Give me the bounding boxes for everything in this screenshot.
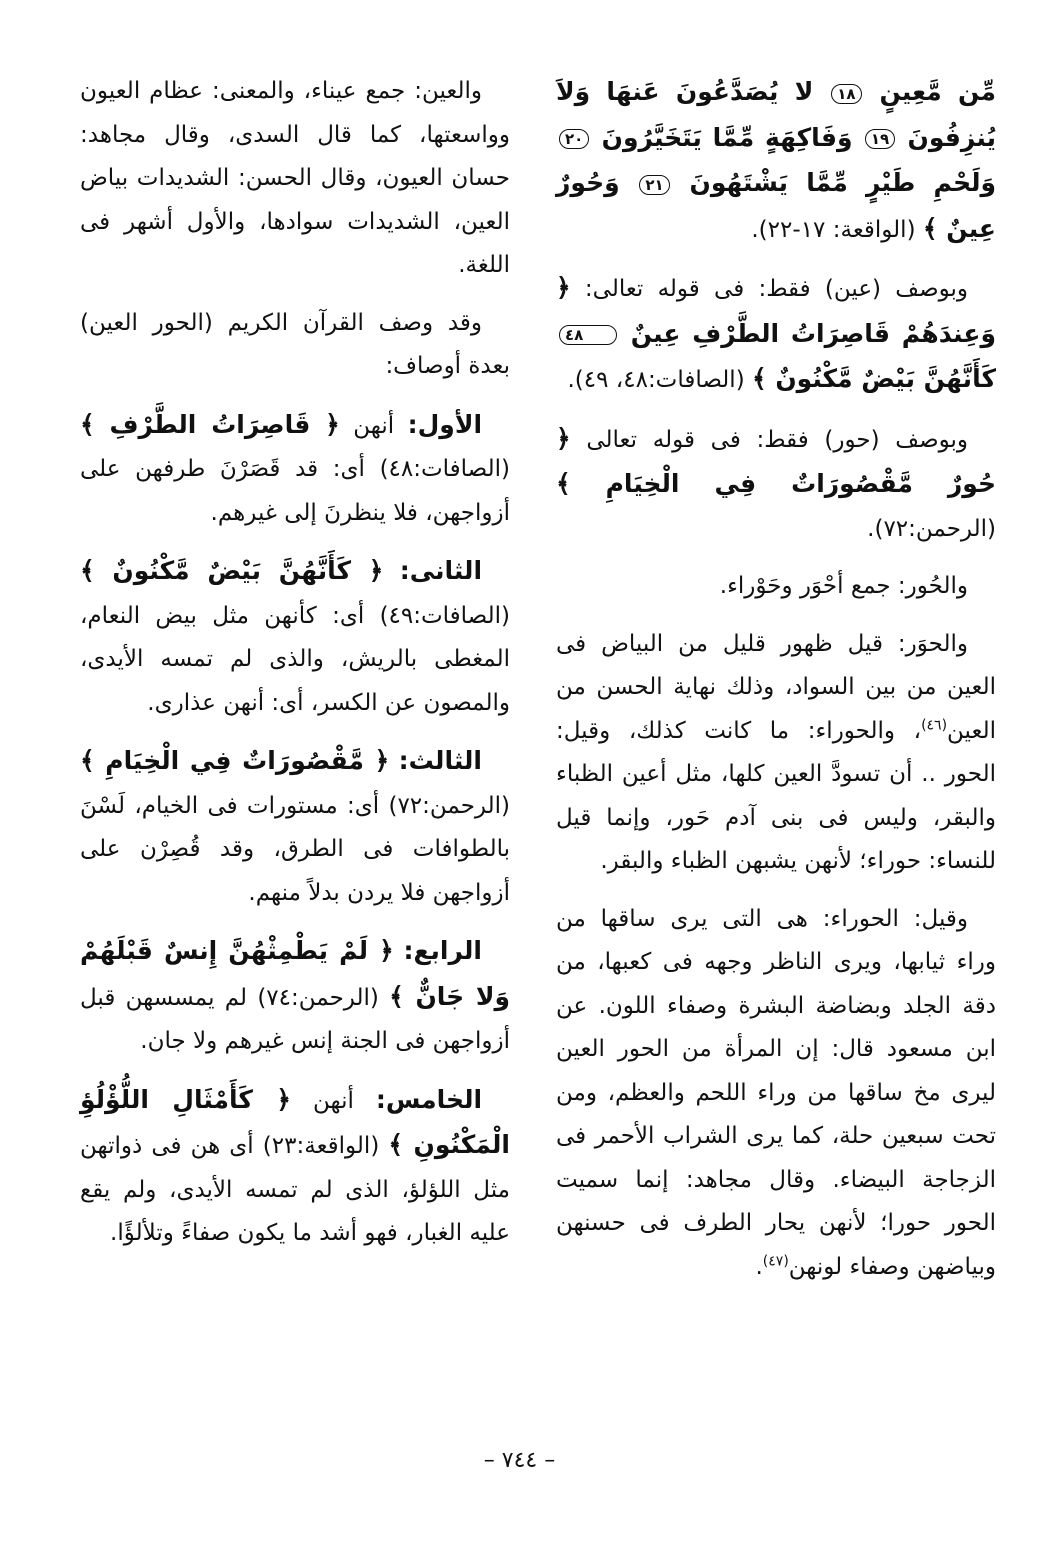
- quran-passage-waqia: [556, 70, 996, 252]
- body-text: (الصافات:٤٩) أى: كأنهن مثل بيض النعام، المغطى بالريش، والذى لم تمسه الأيدى، والمصون عن الكسر، أى: أنهن عذارى.: [80, 602, 510, 716]
- body-text: أنهن: [312, 1087, 354, 1114]
- description-first: [80, 403, 510, 536]
- item-heading: الثالث:: [398, 746, 482, 775]
- verse-number: ٢٠: [559, 129, 589, 149]
- quran-text: ﴿ كَأَمْثَالِ اللُّؤْلُؤِ الْمَكْنُونِ ﴾: [80, 1084, 511, 1159]
- quran-text: كَأَنَّهُنَّ بَيْضٌ مَّكْنُونٌ ﴾: [751, 364, 996, 393]
- paragraph-hur-description: [556, 417, 996, 552]
- item-heading: الخامس:: [375, 1084, 483, 1114]
- quran-text: ﴿ وَعِندَهُمْ قَاصِرَاتُ الطَّرْفِ عِينٌ: [556, 273, 997, 348]
- body-text: (الرحمن:٧٤) لم يمسسهن قبل أزواجهن فى الجنة إنس غيرهم ولا جان.: [80, 984, 510, 1054]
- description-second: [80, 549, 510, 725]
- quran-text: لا يُصَدَّعُونَ عَنهَا وَلاَ يُنزِفُونَ: [556, 77, 997, 152]
- item-heading: الثانى:: [399, 556, 483, 585]
- quran-text: وَلَحْمِ طَيْرٍ مِّمَّا يَشْتَهُونَ: [689, 168, 997, 197]
- verse-number: ٢١: [639, 175, 669, 195]
- verse-reference: (الرحمن:٧٢).: [867, 515, 996, 542]
- paragraph-ein-meaning: والعين: جمع عيناء، والمعنى: عظام العيون وواسعتها، كما قال السدى، وقال مجاهد: حسان العيون، وقال الحسن: الشديدات بياض العين، الشديدات سوادها، والأول أشهر فى اللغة.: [80, 78, 510, 278]
- paragraph-hawar-meaning: [556, 623, 996, 884]
- body-text: وقيل: الحوراء: هى التى يرى ساقها من وراء ثيابها، ويرى الناظر وجهه فى كعبها، من دقة الجلد وبضاضة البشرة وصفاء اللون. عن ابن مسعود قال: إن المرأة من الحور العين ليرى مخ ساقها من وراء اللحم والعظم، ومن تحت سبعين حلة، كما يرى الشراب الأحمر فى الزجاجة البيضاء. وقال مجاهد: إنما سميت الحور حورا؛ لأنهن يحار الطرف فى حسنهن وبياضهن وصفاء لونهن: [556, 905, 996, 1280]
- body-text: .: [755, 1253, 763, 1280]
- body-text: وبوصف (عين) فقط: فى قوله تعالى:: [584, 276, 968, 302]
- verse-number: ١٨: [831, 84, 861, 104]
- paragraph-description-intro: وقد وصف القرآن الكريم (الحور العين) بعدة أوصاف:: [80, 309, 510, 379]
- body-text: والحوَر: قيل ظهور قليل من البياض فى العين من بين السواد، وذلك نهاية الحسن من العين: [556, 630, 996, 744]
- body-text: (الصافات:٤٨) أى: قد قَصَرْنَ طرفهن على أزواجهن، فلا ينظرنَ إلى غيرهم.: [80, 456, 510, 526]
- quran-text: ﴿ لَمْ يَطْمِثْهُنَّ إِنسٌ قَبْلَهُمْ وَلا جَانٌّ ﴾: [80, 936, 511, 1011]
- paragraph-hawraa-meaning: [556, 898, 996, 1290]
- quran-text: ﴿ قَاصِرَاتُ الطَّرْفِ ﴾: [80, 409, 340, 439]
- left-column: [80, 70, 510, 1270]
- quran-text: وَفَاكِهَةٍ مِّمَّا يَتَخَيَّرُونَ: [601, 122, 853, 152]
- body-text: ، والحوراء: ما كانت كذلك، وقيل: الحور .. أن تسودَّ العين كلها، مثل أعين الظباء والبقر، وليس فى بنى آدم حَور، وإنما قيل للنساء: حوراء؛ لأنهن يشبهن الظباء والبقر.: [556, 717, 996, 874]
- footnote-marker: (٤٦): [921, 716, 948, 733]
- footnote-marker: (٤٧): [762, 1252, 789, 1269]
- quran-text: مِّن مَّعِينٍ: [879, 77, 996, 106]
- quran-text: وَحُورٌ عِينٌ ﴾: [556, 168, 996, 243]
- verse-reference: (الواقعة: ١٧-٢٢).: [751, 216, 916, 243]
- item-heading: الرابع:: [403, 936, 482, 965]
- verse-reference: (الصافات:٤٨، ٤٩).: [567, 367, 745, 393]
- body-text: أنهن: [353, 412, 395, 439]
- quran-text: ﴿ حُورٌ مَّقْصُورَاتٌ فِي الْخِيَامِ ﴾: [556, 423, 996, 498]
- paragraph-hur-plural: والحُور: جمع أحْوَر وحَوْراء.: [719, 573, 968, 599]
- paragraph-ein-description: [556, 266, 996, 403]
- description-fourth: [80, 929, 510, 1064]
- item-heading: الأول:: [407, 409, 483, 439]
- verse-number: ١٩: [865, 129, 895, 149]
- description-fifth: [80, 1078, 510, 1256]
- quran-text: ﴿ كَأَنَّهُنَّ بَيْضٌ مَّكْنُونٌ ﴾: [80, 556, 384, 585]
- quran-text: ﴿ مَّقْصُورَاتٌ فِي الْخِيَامِ ﴾: [80, 746, 390, 775]
- body-text: (الرحمن:٧٢) أى: مستورات فى الخيام، لَسْنَ بالطوافات فى الطرق، وقد قُصِرْن على أزواجهن فلا يردن بدلاً منهم.: [80, 792, 510, 906]
- body-text: وبوصف (حور) فقط: فى قوله تعالى: [586, 426, 968, 453]
- verse-number: ٤٨: [559, 325, 617, 345]
- page-number: – ٧٤٤ –: [483, 1448, 556, 1473]
- description-third: [80, 739, 510, 915]
- body-text: (الواقعة:٢٣) أى هن فى ذواتهن مثل اللؤلؤ، الذى لم تمسه الأيدى، ولم يقع عليه الغبار، فهو أشد ما يكون صفاءً وتلألؤًا.: [80, 1133, 510, 1246]
- right-column: [556, 70, 996, 1303]
